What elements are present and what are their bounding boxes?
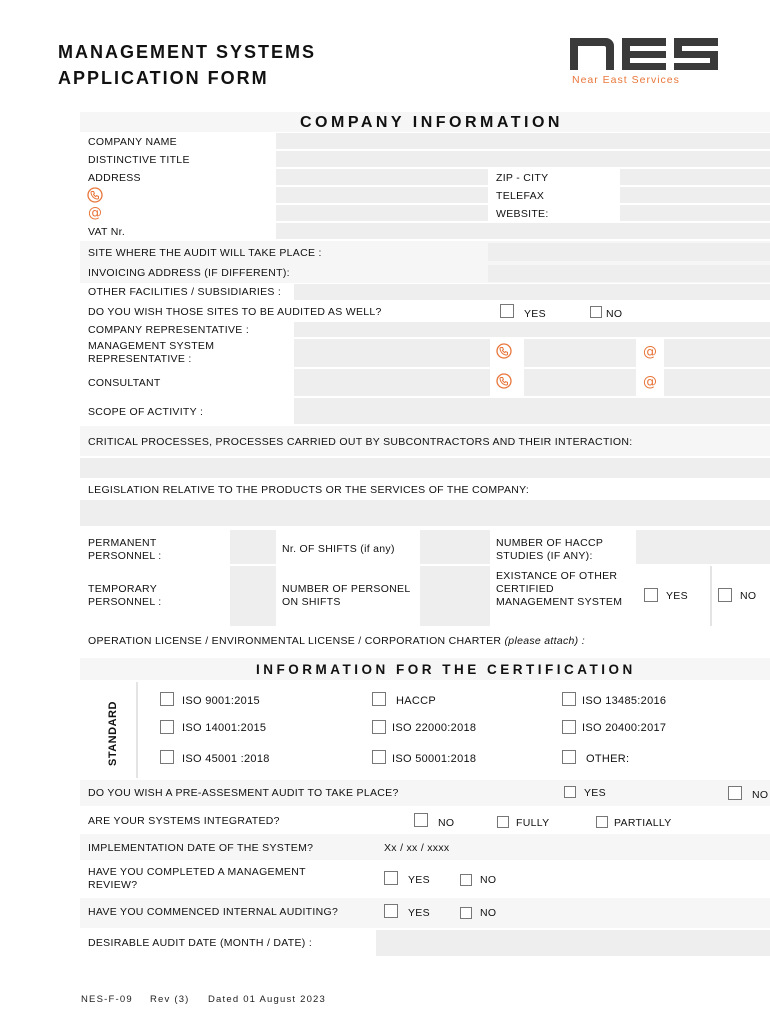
svg-text:@: @ — [643, 344, 657, 359]
integrated-partially-label: PARTIALLY — [614, 817, 672, 829]
ms-rep-phone-field[interactable] — [524, 339, 636, 367]
site-audit-field[interactable] — [488, 243, 770, 261]
temporary-personnel-field[interactable] — [230, 566, 276, 626]
audit-sites-no-label: NO — [606, 308, 623, 320]
consultant-label: CONSULTANT — [88, 377, 161, 389]
site-audit-label: SITE WHERE THE AUDIT WILL TAKE PLACE : — [88, 247, 322, 259]
address-field[interactable] — [276, 169, 488, 185]
integrated-no-checkbox[interactable] — [414, 813, 428, 827]
desirable-date-field[interactable] — [376, 930, 770, 956]
form-title-line2: APPLICATION FORM — [58, 68, 269, 88]
email-field[interactable] — [276, 205, 488, 221]
legislation-label: LEGISLATION RELATIVE TO THE PRODUCTS OR THE SERVICES OF THE COMPANY: — [88, 484, 530, 496]
permanent-personnel-label: PERMANENT PERSONNEL : — [88, 537, 162, 562]
review-no-checkbox[interactable] — [460, 874, 472, 886]
audit-sites-yes-label: YES — [524, 308, 546, 320]
pre-assessment-yes-label: YES — [584, 787, 606, 799]
haccp-label: HACCP — [396, 695, 437, 707]
company-rep-field[interactable] — [294, 322, 770, 337]
other-standard-label: OTHER: — [586, 753, 630, 765]
audit-sites-question: DO YOU WISH THOSE SITES TO BE AUDITED AS WELL? — [88, 306, 382, 318]
critical-processes-label: CRITICAL PROCESSES, PROCESSES CARRIED OUT BY SUBCONTRACTORS AND THEIR INTERACTION: — [88, 436, 633, 448]
personel-shifts-label: NUMBER OF PERSONEL ON SHIFTS — [282, 583, 411, 608]
ms-rep-email-icon — [642, 343, 658, 359]
svg-text:@: @ — [643, 374, 657, 389]
footer-form-code: NES-F-09 — [81, 994, 133, 1005]
ms-rep-email-field[interactable] — [664, 339, 770, 367]
consultant-email-icon — [642, 373, 658, 389]
audit-sites-no-checkbox[interactable] — [590, 306, 602, 318]
other-certified-yes-label: YES — [666, 590, 688, 602]
license-label — [88, 635, 585, 648]
website-label: WEBSITE: — [496, 208, 549, 220]
consultant-email-field[interactable] — [664, 369, 770, 396]
phone-field[interactable] — [276, 187, 488, 203]
iso-45001-label: ISO 45001 :2018 — [182, 753, 270, 765]
pre-assessment-no-checkbox[interactable] — [728, 786, 742, 800]
consultant-phone-icon — [496, 373, 512, 389]
consultant-phone-field[interactable] — [524, 369, 636, 396]
integrated-fully-label: FULLY — [516, 817, 550, 829]
other-facilities-field[interactable] — [294, 284, 770, 300]
pre-assessment-question: DO YOU WISH A PRE-ASSESMENT AUDIT TO TAKE PLACE? — [88, 787, 399, 799]
pre-assessment-no-label: NO — [752, 789, 769, 801]
impl-date-question: IMPLEMENTATION DATE OF THE SYSTEM? — [88, 842, 314, 854]
desirable-date-label: DESIRABLE AUDIT DATE (MONTH / DATE) : — [88, 937, 313, 949]
critical-processes-field[interactable] — [80, 458, 770, 478]
footer-revision: Rev (3) — [150, 994, 190, 1005]
company-name-field[interactable] — [276, 133, 770, 149]
review-no-label: NO — [480, 874, 497, 886]
company-info-heading: COMPANY INFORMATION — [300, 114, 563, 131]
ms-rep-phone-icon — [496, 343, 512, 359]
zip-city-label: ZIP - CITY — [496, 172, 549, 184]
iso-20400-checkbox[interactable] — [562, 720, 576, 734]
scope-label: SCOPE OF ACTIVITY : — [88, 406, 204, 418]
internal-audit-question: HAVE YOU COMMENCED INTERNAL AUDITING? — [88, 906, 339, 918]
personel-shifts-field[interactable] — [420, 566, 490, 626]
zip-city-field[interactable] — [620, 169, 770, 185]
review-question: HAVE YOU COMPLETED A MANAGEMENT REVIEW? — [88, 866, 306, 891]
iso-50001-checkbox[interactable] — [372, 750, 386, 764]
review-yes-label: YES — [408, 874, 430, 886]
impl-date-value[interactable]: Xx / xx / xxxx — [384, 842, 450, 854]
other-certified-yes-checkbox[interactable] — [644, 588, 658, 602]
invoicing-label: INVOICING ADDRESS (IF DIFFERENT): — [88, 267, 290, 279]
vat-label: VAT Nr. — [88, 226, 126, 238]
logo-tagline: Near East Services — [572, 74, 680, 86]
nes-logo-mark — [570, 36, 720, 72]
iso-22000-label: ISO 22000:2018 — [392, 722, 477, 734]
iso-13485-checkbox[interactable] — [562, 692, 576, 706]
integrated-fully-checkbox[interactable] — [497, 816, 509, 828]
license-label-text: OPERATION LICENSE / ENVIRONMENTAL LICENSE / CORPORATION CHARTER — [88, 635, 505, 647]
phone-icon — [87, 187, 103, 203]
review-yes-checkbox[interactable] — [384, 871, 398, 885]
iso-20400-label: ISO 20400:2017 — [582, 722, 667, 734]
iso-22000-checkbox[interactable] — [372, 720, 386, 734]
permanent-personnel-field[interactable] — [230, 530, 276, 564]
form-title-line1: MANAGEMENT SYSTEMS — [58, 42, 317, 62]
haccp-checkbox[interactable] — [372, 692, 386, 706]
temporary-personnel-label: TEMPORARY PERSONNEL : — [88, 583, 162, 608]
shifts-field[interactable] — [420, 530, 490, 564]
scope-field[interactable] — [294, 398, 770, 424]
license-note: (please attach) : — [504, 635, 585, 647]
iso-50001-label: ISO 50001:2018 — [392, 753, 477, 765]
pre-assessment-yes-checkbox[interactable] — [564, 786, 576, 798]
email-icon — [87, 204, 103, 220]
distinctive-title-field[interactable] — [276, 151, 770, 167]
integrated-question: ARE YOUR SYSTEMS INTEGRATED? — [88, 815, 280, 827]
svg-text:@: @ — [88, 205, 102, 220]
standard-label: STANDARD — [107, 701, 119, 766]
audit-sites-yes-checkbox[interactable] — [500, 304, 514, 318]
legislation-field[interactable] — [80, 500, 770, 526]
certification-heading: INFORMATION FOR THE CERTIFICATION — [256, 662, 636, 677]
integrated-partially-checkbox[interactable] — [596, 816, 608, 828]
iso-9001-checkbox[interactable] — [160, 692, 174, 706]
footer-date: Dated 01 August 2023 — [208, 994, 327, 1005]
ms-rep-label: MANAGEMENT SYSTEM REPRESENTATIVE : — [88, 340, 215, 365]
ms-rep-name-field[interactable] — [294, 339, 490, 367]
nes-logo — [570, 36, 720, 88]
website-field[interactable] — [620, 205, 770, 221]
haccp-studies-label: NUMBER OF HACCP STUDIES (IF ANY): — [496, 537, 603, 562]
other-standard-checkbox[interactable] — [562, 750, 576, 764]
consultant-name-field[interactable] — [294, 369, 490, 396]
iso-14001-label: ISO 14001:2015 — [182, 722, 267, 734]
other-facilities-label: OTHER FACILITIES / SUBSIDIARIES : — [88, 286, 282, 298]
internal-audit-yes-checkbox[interactable] — [384, 904, 398, 918]
haccp-studies-field[interactable] — [636, 530, 770, 564]
telefax-field[interactable] — [620, 187, 770, 203]
distinctive-title-label: DISTINCTIVE TITLE — [88, 154, 190, 166]
company-rep-label: COMPANY REPRESENTATIVE : — [88, 324, 250, 336]
other-certified-no-label: NO — [740, 590, 757, 602]
internal-audit-no-checkbox[interactable] — [460, 907, 472, 919]
internal-audit-no-label: NO — [480, 907, 497, 919]
iso-9001-label: ISO 9001:2015 — [182, 695, 260, 707]
telefax-label: TELEFAX — [496, 190, 545, 202]
vat-field[interactable] — [276, 223, 770, 239]
other-certified-label: EXISTANCE OF OTHER CERTIFIED MANAGEMENT SYSTEM — [496, 570, 623, 608]
company-name-label: COMPANY NAME — [88, 136, 177, 148]
iso-14001-checkbox[interactable] — [160, 720, 174, 734]
address-label: ADDRESS — [88, 172, 141, 184]
iso-13485-label: ISO 13485:2016 — [582, 695, 667, 707]
integrated-no-label: NO — [438, 817, 455, 829]
iso-45001-checkbox[interactable] — [160, 750, 174, 764]
invoicing-field[interactable] — [488, 265, 770, 282]
internal-audit-yes-label: YES — [408, 907, 430, 919]
other-certified-no-checkbox[interactable] — [718, 588, 732, 602]
shifts-label: Nr. OF SHIFTS (if any) — [282, 543, 395, 555]
